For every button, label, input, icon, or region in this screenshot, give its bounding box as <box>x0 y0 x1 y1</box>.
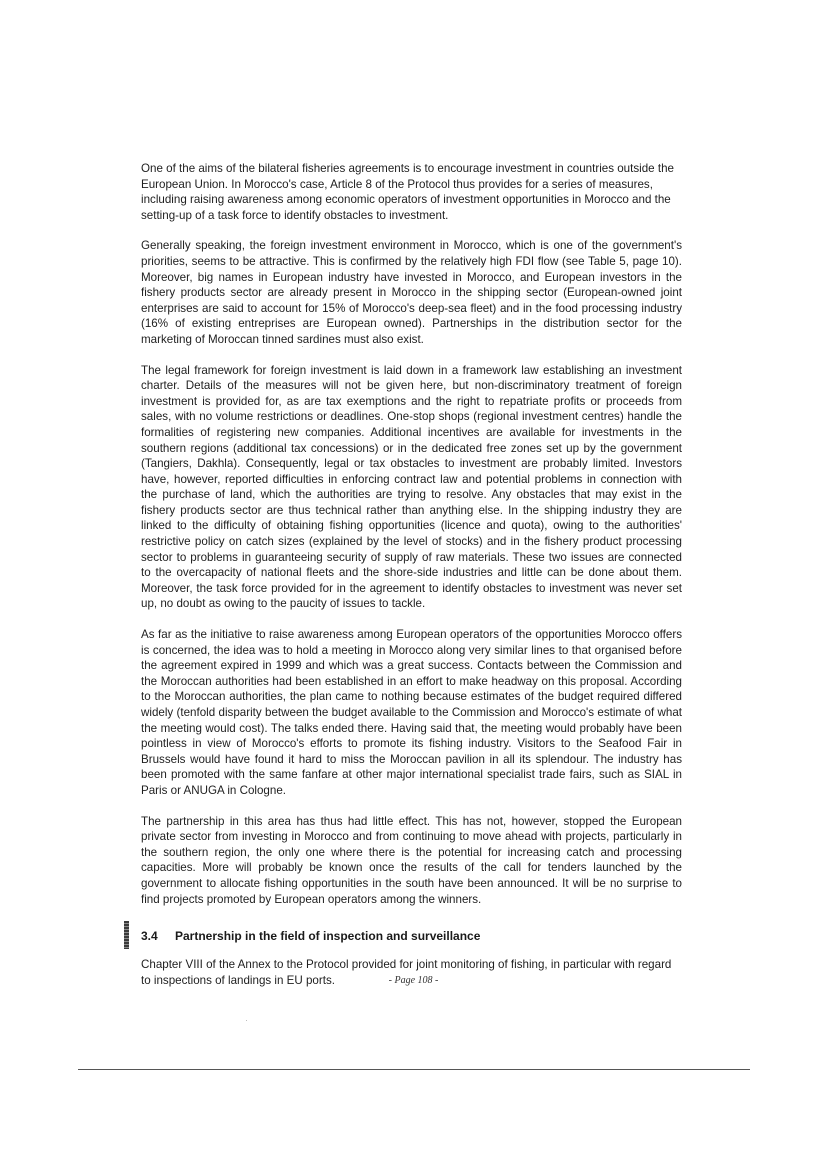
paragraph-legal-framework: The legal framework for foreign investment is laid down in a framework law establishing an investment charter. Details of the measures will not be given here, but non-discriminatory treatment of foreign investment is provided for, as are tax exemptions and the right to repatriate profits or proceeds from sales, with no volume restrictions or deadlines. One-stop shops (regional investment centres) handle the formalities of registering new companies. Additional incentives are available for investments in the southern regions (additional tax concessions) or in the dedicated free zones set up by the government (Tangiers, Dakhla). Consequently, legal or tax obstacles to investment are probably limited. Investors have, however, reported difficulties in enforcing contract law and potential problems in connection with the purchase of land, which the authorities are trying to resolve. Any obstacles that may exist in the fishery products sector are thus technical rather than anything else. In the shipping industry they are linked to the difficulty of obtaining fishing opportunities (licence and quota), owing to the authorities' restrictive policy on catch sizes (explained by the level of stocks) and in the fishery product processing sector to problems in guaranteeing security of supply of raw materials. These two issues are connected to the overcapacity of national fleets and the shore-side industries and little can be done about them. Moreover, the task force provided for in the agreement to identify obstacles to investment was never set up, no doubt as owing to the paucity of issues to tackle. <box>141 363 682 611</box>
body-text <box>141 161 682 1003</box>
revision-bar <box>124 921 129 949</box>
paragraph-inspection: Chapter VIII of the Annex to the Protocol provided for joint monitoring of fishing, in particular with regard to inspections of landings in EU ports. <box>141 958 672 987</box>
scan-speck <box>302 346 303 347</box>
scan-speck <box>246 1020 247 1021</box>
paragraph-partnership-effect: The partnership in this area has thus had little effect. This has not, however, stopped the European private sector from investing in Morocco and from continuing to move ahead with projects, particularly in the southern region, the only one where there is the potential for increasing catch and processing capacities. More will probably be known once the results of the call for tenders launched by the government to allocate fishing opportunities in the south have been announced. It will be no surprise to find projects promoted by European operators among the winners. <box>141 814 682 906</box>
section-title: Partnership in the field of inspection and surveillance <box>175 929 481 944</box>
page-number: - Page 108 - <box>388 975 439 986</box>
paragraph-investment-environment: Generally speaking, the foreign investment environment in Morocco, which is one of the government's priorities, seems to be attractive. This is confirmed by the relatively high FDI flow (see Table 5, page 10). Moreover, big names in European industry have invested in Morocco, and European investors in the fishery products sector are already present in Morocco in the shipping sector (European-owned joint enterprises are said to account for 15% of Morocco's deep-sea fleet) and in the food processing industry (16% of existing entreprises are European owned). Partnerships in the distribution sector for the marketing of Moroccan tinned sardines must also exist. <box>141 239 682 346</box>
section-number: 3.4 <box>141 929 158 944</box>
footer-divider <box>78 1069 750 1070</box>
section-heading-block <box>141 927 682 945</box>
paragraph-awareness-initiative: As far as the initiative to raise awareness among European operators of the opportunities Morocco offers is concerned, the idea was to hold a meeting in Morocco along very similar lines to that organised before the agreement expired in 1999 and which was a great success. Contacts between the Commission and the Moroccan authorities had been established in an effort to make headway on this proposal. According to the Moroccan authorities, the plan came to nothing because estimates of the budget required differed widely (tenfold disparity between the budget available to the Commission and Morocco's estimate of what the meeting would cost). The talks ended there. Having said that, the meeting would probably have been pointless in view of Morocco's efforts to promote its fishing industry. Visitors to the Seafood Fair in Brussels would have found it hard to miss the Moroccan pavilion in all its splendour. The industry has been promoted with the same fanfare at other major international specialist trade fairs, such as SIAL in Paris or ANUGA in Cologne. <box>141 628 682 797</box>
paragraph-investment-aims: One of the aims of the bilateral fisheries agreements is to encourage investment in countries outside the European Union. In Morocco's case, Article 8 of the Protocol thus provides for a series of measures, including raising awareness among economic operators of investment opportunities in Morocco and the setting-up of a task force to identify obstacles to investment. <box>141 162 674 222</box>
section-heading <box>141 927 682 945</box>
